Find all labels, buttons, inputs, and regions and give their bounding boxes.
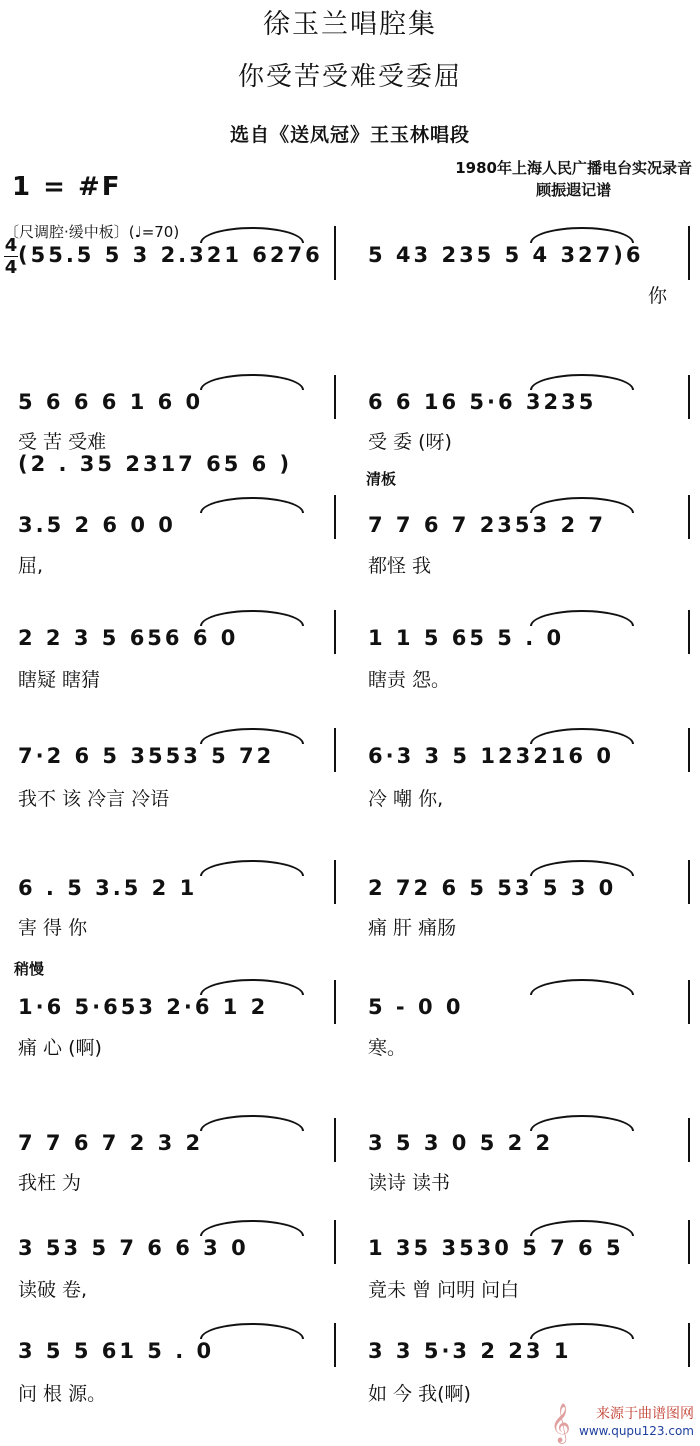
lyric-row-2-right: 受 委 (呀) xyxy=(368,431,452,453)
slur-row-6-left xyxy=(200,728,304,744)
notes-row-10-left: 3 53 5 7 6 6 3 0 xyxy=(18,1236,249,1260)
notes-row-9-left: 7 7 6 7 2 3 2 xyxy=(18,1131,204,1155)
notes-row-4-right: 7 7 6 7 2353 2 7 xyxy=(368,513,606,537)
barline-row-1-2 xyxy=(688,226,690,280)
lyric-row-9-right: 读诗 读书 xyxy=(368,1172,451,1194)
barline-row-11-2 xyxy=(688,1323,690,1367)
notes-row-5-left: 2 2 3 5 656 6 0 xyxy=(18,626,239,650)
barline-row-2-1 xyxy=(334,375,336,419)
notes-row-8-right: 5 - 0 0 xyxy=(368,995,464,1019)
notes-row-1-left: (55.5 5 3 2.321 6276 xyxy=(18,243,323,267)
lyric-row-4-left: 屈, xyxy=(18,555,44,577)
lyric-row-11-left: 问 根 源。 xyxy=(18,1383,107,1405)
notes-row-2-right: 6 6 16 5·6 3235 xyxy=(368,390,597,414)
barline-row-7-1 xyxy=(334,860,336,904)
source-line: 选自《送凤冠》王玉林唱段 xyxy=(229,124,470,146)
song-title: 你受苦受难受委屈 xyxy=(237,62,462,92)
slur-row-11-right xyxy=(530,1323,634,1339)
notes-row-1-right: 5 43 235 5 4 327)6 xyxy=(368,243,644,267)
barline-row-1-1 xyxy=(334,226,336,280)
barline-row-4-2 xyxy=(688,495,690,539)
barline-row-8-2 xyxy=(688,980,690,1024)
barline-row-5-1 xyxy=(334,610,336,654)
lyric-row-4-right: 都怪 我 xyxy=(368,555,432,577)
slur-row-5-right xyxy=(530,610,634,626)
slur-row-11-left xyxy=(200,1323,304,1339)
lyric-row-8-left: 痛 心 (啊) xyxy=(18,1037,102,1059)
barline-row-9-1 xyxy=(334,1118,336,1162)
recording-info xyxy=(455,157,692,201)
slur-row-8-left xyxy=(200,979,304,995)
barline-row-7-2 xyxy=(688,860,690,904)
watermark-url: www.qupu123.com xyxy=(579,1424,694,1438)
notes-row-6-left: 7·2 6 5 3553 5 72 xyxy=(18,744,275,768)
key-signature: 1 = #F xyxy=(12,172,122,202)
lyric-row-10-right: 竟未 曾 问明 问白 xyxy=(368,1279,520,1301)
lyric-row-8-right: 寒。 xyxy=(368,1037,407,1059)
lyric-row-9-left: 我枉 为 xyxy=(18,1172,82,1194)
watermark xyxy=(550,1402,694,1443)
slur-row-7-left xyxy=(200,860,304,876)
slur-row-5-left xyxy=(200,610,304,626)
transcriber: 顾振遐记谱 xyxy=(536,181,612,199)
treble-clef-icon: 𝄞 xyxy=(550,1402,571,1443)
barline-row-4-1 xyxy=(334,495,336,539)
slur-row-1-right xyxy=(530,227,634,243)
slur-row-9-left xyxy=(200,1115,304,1131)
slur-row-10-left xyxy=(200,1220,304,1236)
notes-row-5-right: 1 1 5 65 5 . 0 xyxy=(368,626,565,650)
watermark-name: 来源于曲谱图网 xyxy=(596,1406,694,1422)
notes-row-11-right: 3 3 5·3 2 23 1 xyxy=(368,1339,572,1363)
notes-row-10-right: 1 35 3530 5 7 6 5 xyxy=(368,1236,624,1260)
slur-row-2-right xyxy=(530,374,634,390)
lyric-row-6-right: 冷 嘲 你, xyxy=(368,788,444,810)
notes-row-4-left: 3.5 2 6 0 0 xyxy=(18,513,176,537)
slur-row-10-right xyxy=(530,1220,634,1236)
slur-row-8-right xyxy=(530,979,634,995)
shaoman-mark: 稍慢 xyxy=(14,960,45,978)
barline-row-6-1 xyxy=(334,728,336,772)
slur-row-7-right xyxy=(530,860,634,876)
tempo-marking: 〔尺调腔·缓中板〕(♩=70) xyxy=(4,223,180,241)
barline-row-9-2 xyxy=(688,1118,690,1162)
barline-row-2-2 xyxy=(688,375,690,419)
barline-row-10-2 xyxy=(688,1220,690,1264)
notes-row-9-right: 3 5 3 0 5 2 2 xyxy=(368,1131,554,1155)
barline-row-5-2 xyxy=(688,610,690,654)
slur-row-9-right xyxy=(530,1115,634,1131)
notes-row-7-left: 6 . 5 3.5 2 1 xyxy=(18,876,198,900)
notes-row-7-right: 2 72 6 5 53 5 3 0 xyxy=(368,876,617,900)
lyric-row-5-right: 瞎责 怨。 xyxy=(368,669,451,691)
barline-row-6-2 xyxy=(688,728,690,772)
notes-row-6-right: 6·3 3 5 123216 0 xyxy=(368,744,614,768)
slur-row-4-right xyxy=(530,497,634,513)
lyric-row-10-left: 读破 卷, xyxy=(18,1279,88,1301)
notes-row-8-left: 1·6 5·653 2·6 1 2 xyxy=(18,995,269,1019)
time-signature xyxy=(4,236,18,277)
notes-row-3-left: (2 . 35 2317 65 6 ) xyxy=(18,452,293,476)
barline-row-11-1 xyxy=(334,1323,336,1367)
recording-note: 1980年上海人民广播电台实况录音 xyxy=(455,159,692,177)
barline-row-10-1 xyxy=(334,1220,336,1264)
lyric-row-1-right: 你 xyxy=(648,285,668,307)
lyric-row-2-left: 受 苦 受难 xyxy=(18,431,107,453)
notes-row-11-left: 3 5 5 61 5 . 0 xyxy=(18,1339,215,1363)
lyric-row-7-left: 害 得 你 xyxy=(18,917,88,939)
lyric-row-7-right: 痛 肝 痛肠 xyxy=(368,917,457,939)
slur-row-1-left xyxy=(200,227,304,243)
lyric-row-5-left: 瞎疑 瞎猜 xyxy=(18,669,101,691)
qingban-mark: 清板 xyxy=(366,470,397,488)
slur-row-2-left xyxy=(200,374,304,390)
notes-row-2-left: 5 6 6 6 1 6 0 xyxy=(18,390,204,414)
lyric-row-11-right: 如 今 我(啊) xyxy=(368,1383,471,1405)
lyric-row-6-left: 我不 该 冷言 冷语 xyxy=(18,788,170,810)
meter-bottom: 4 xyxy=(4,257,18,278)
barline-row-8-1 xyxy=(334,980,336,1024)
collection-title: 徐玉兰唱腔集 xyxy=(263,9,437,40)
slur-row-6-right xyxy=(530,728,634,744)
meter-top: 4 xyxy=(4,235,18,256)
slur-row-4-left xyxy=(200,497,304,513)
